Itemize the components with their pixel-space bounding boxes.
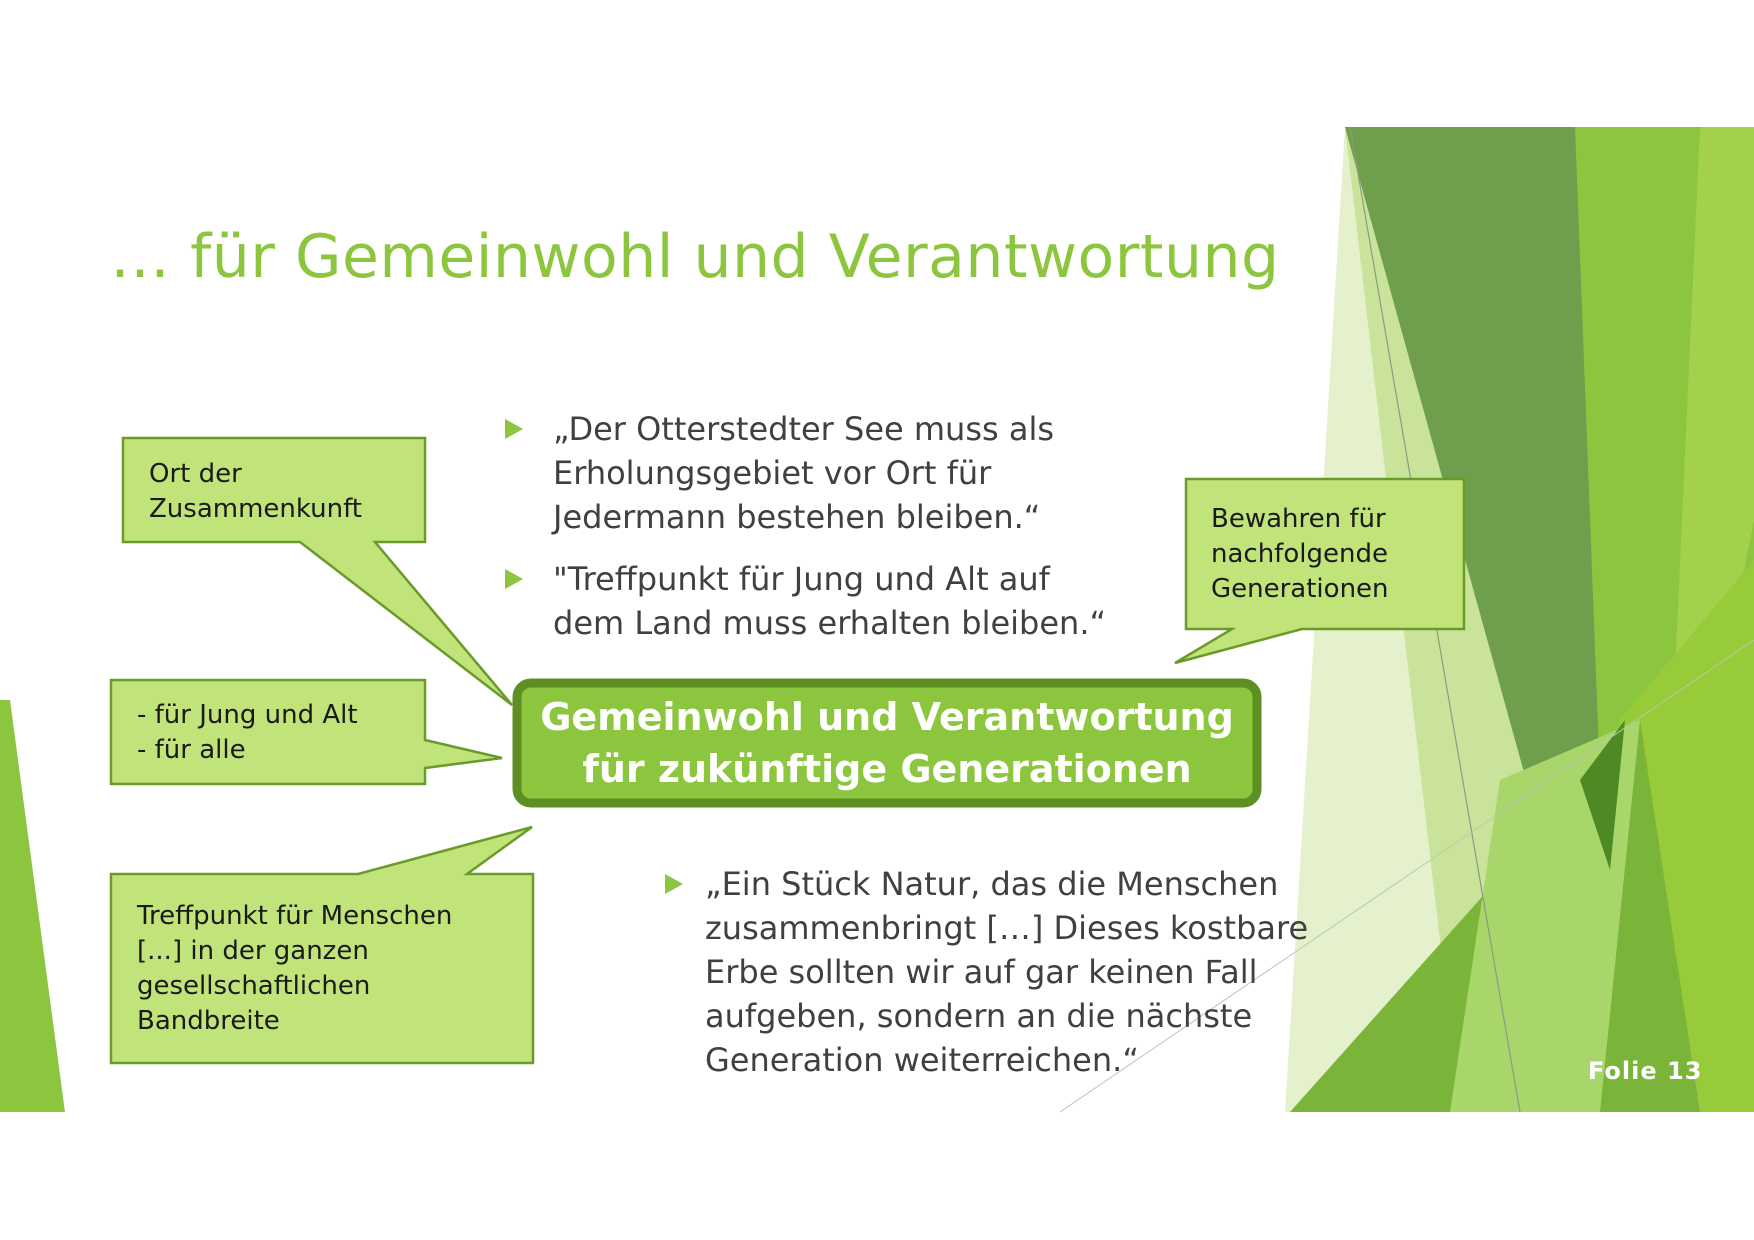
callout-treffpunkt (137, 899, 452, 1039)
callout-line: gesellschaftlichen (137, 971, 371, 1001)
callout-line: Bandbreite (137, 1006, 280, 1036)
bullet-line: "Treffpunkt für Jung und Alt auf (553, 560, 1050, 598)
bullet-line: aufgeben, sondern an die nächste (705, 997, 1253, 1035)
callout-bewahren (1211, 502, 1389, 607)
bullet-item-3 (665, 862, 1308, 1082)
slide-title: … für Gemeinwohl und Verantwortung (110, 222, 1280, 292)
bullet-line: Generation weiterreichen.“ (705, 1041, 1139, 1079)
center-box (517, 683, 1257, 803)
bullet-line: „Ein Stück Natur, das die Menschen (705, 865, 1279, 903)
callout-line: Treffpunkt für Menschen (137, 901, 453, 931)
bullet-line: dem Land muss erhalten bleiben.“ (553, 604, 1107, 642)
bullet-item-2 (505, 557, 1106, 645)
bullet-item-1 (505, 407, 1054, 539)
callout-jung-alt (137, 698, 358, 768)
callout-line: [...] in der ganzen (137, 936, 369, 966)
slide-number: Folie 13 (1588, 1057, 1703, 1085)
callout-line: - für Jung und Alt (137, 700, 358, 730)
callout-line: Zusammenkunft (149, 494, 363, 524)
bullet-line: „Der Otterstedter See muss als (553, 410, 1054, 448)
bullet-line: Erbe sollten wir auf gar keinen Fall (705, 953, 1258, 991)
left-sliver (0, 700, 65, 1112)
callout-line: Ort der (149, 459, 242, 489)
center-box-line-1: Gemeinwohl und Verantwortung (540, 695, 1234, 739)
bullet-arrow-icon (665, 874, 683, 894)
bullet-line: zusammenbringt […] Dieses kostbare (705, 909, 1309, 947)
bullet-arrow-icon (505, 569, 523, 589)
callout-line: - für alle (137, 735, 246, 765)
bullet-line: Erholungsgebiet vor Ort für (553, 454, 992, 492)
bullet-arrow-icon (505, 419, 523, 439)
center-box-line-2: für zukünftige Generationen (582, 747, 1192, 791)
callout-line: Bewahren für (1211, 504, 1386, 534)
bullet-line: Jedermann bestehen bleiben.“ (553, 498, 1041, 536)
callout-ort (149, 457, 362, 527)
callout-line: Generationen (1211, 574, 1389, 604)
callout-line: nachfolgende (1211, 539, 1388, 569)
